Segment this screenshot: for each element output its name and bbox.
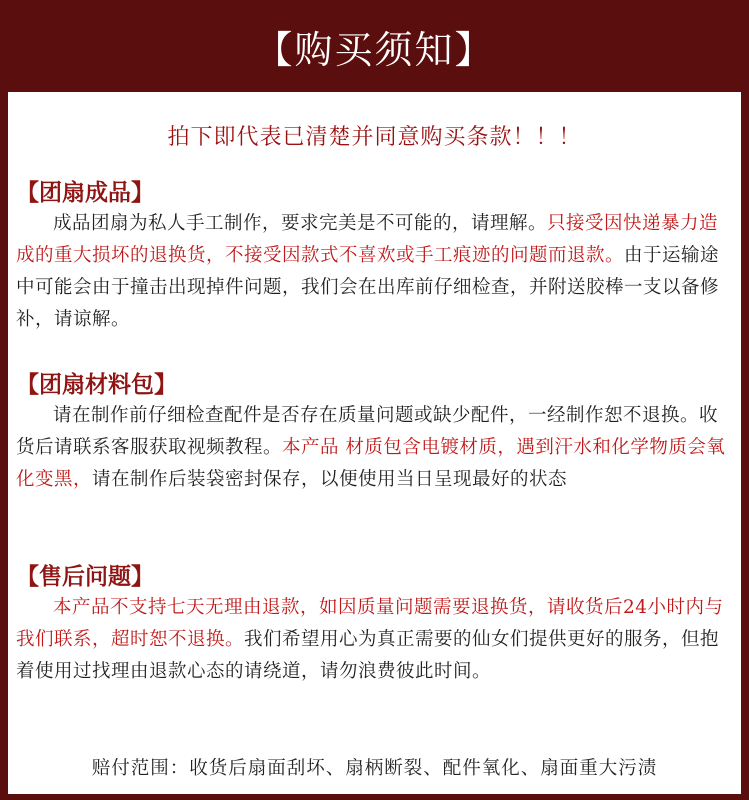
body-text-plain: 由于运输途中可能会由于撞击出现掉件问题，我们会在出库前仔细检查，并附送胶棒一支以备修补，请谅解。 <box>16 245 720 330</box>
body-text-highlight: 本产品 材质包含电镀材质，遇到汗水和化学物质会氧化变黑， <box>16 437 726 490</box>
section-finished-fan <box>16 178 734 336</box>
section-material-kit <box>16 370 734 496</box>
compensation-scope: 赔付范围：收货后扇面刮坏、扇柄断裂、配件氧化、扇面重大污渍 <box>91 758 658 779</box>
section-title: 【团扇成品】 <box>16 179 154 206</box>
notice-panel <box>8 92 741 794</box>
page-title: 【购买须知】 <box>254 27 495 72</box>
body-text-highlight: 只接受因快递暴力造成的重大损坏的退换货，不接受因款式不喜欢或手工痕迹的问题而退款。 <box>16 213 719 266</box>
lead-notice: 拍下即代表已清楚并同意购买条款！！！ <box>167 125 582 150</box>
body-text-plain: 成品团扇为私人手工制作，要求完美是不可能的，请理解。 <box>53 213 548 234</box>
section-title: 【团扇材料包】 <box>16 371 177 398</box>
section-body <box>16 400 734 496</box>
body-text-plain: 请在制作后装袋密封保存，以便使用当日呈现最好的状态 <box>92 469 568 490</box>
section-after-sales <box>16 562 734 688</box>
body-text-highlight: 本产品不支持七天无理由退款，如因质量问题需要退换货，请收货后24小时内与我们联系，超时恕不退换。 <box>16 597 724 650</box>
body-text-plain: 我们希望用心为真正需要的仙女们提供更好的服务，但抱着使用过找理由退款心态的请绕道，请勿浪费彼此时间。 <box>16 629 720 682</box>
section-title: 【售后问题】 <box>16 563 154 590</box>
section-body <box>16 208 734 336</box>
section-body <box>16 592 734 688</box>
body-text-plain: 请在制作前仔细检查配件是否存在质量问题或缺少配件，一经制作恕不退换。收货后请联系客服获取视频教程。 <box>16 405 719 458</box>
